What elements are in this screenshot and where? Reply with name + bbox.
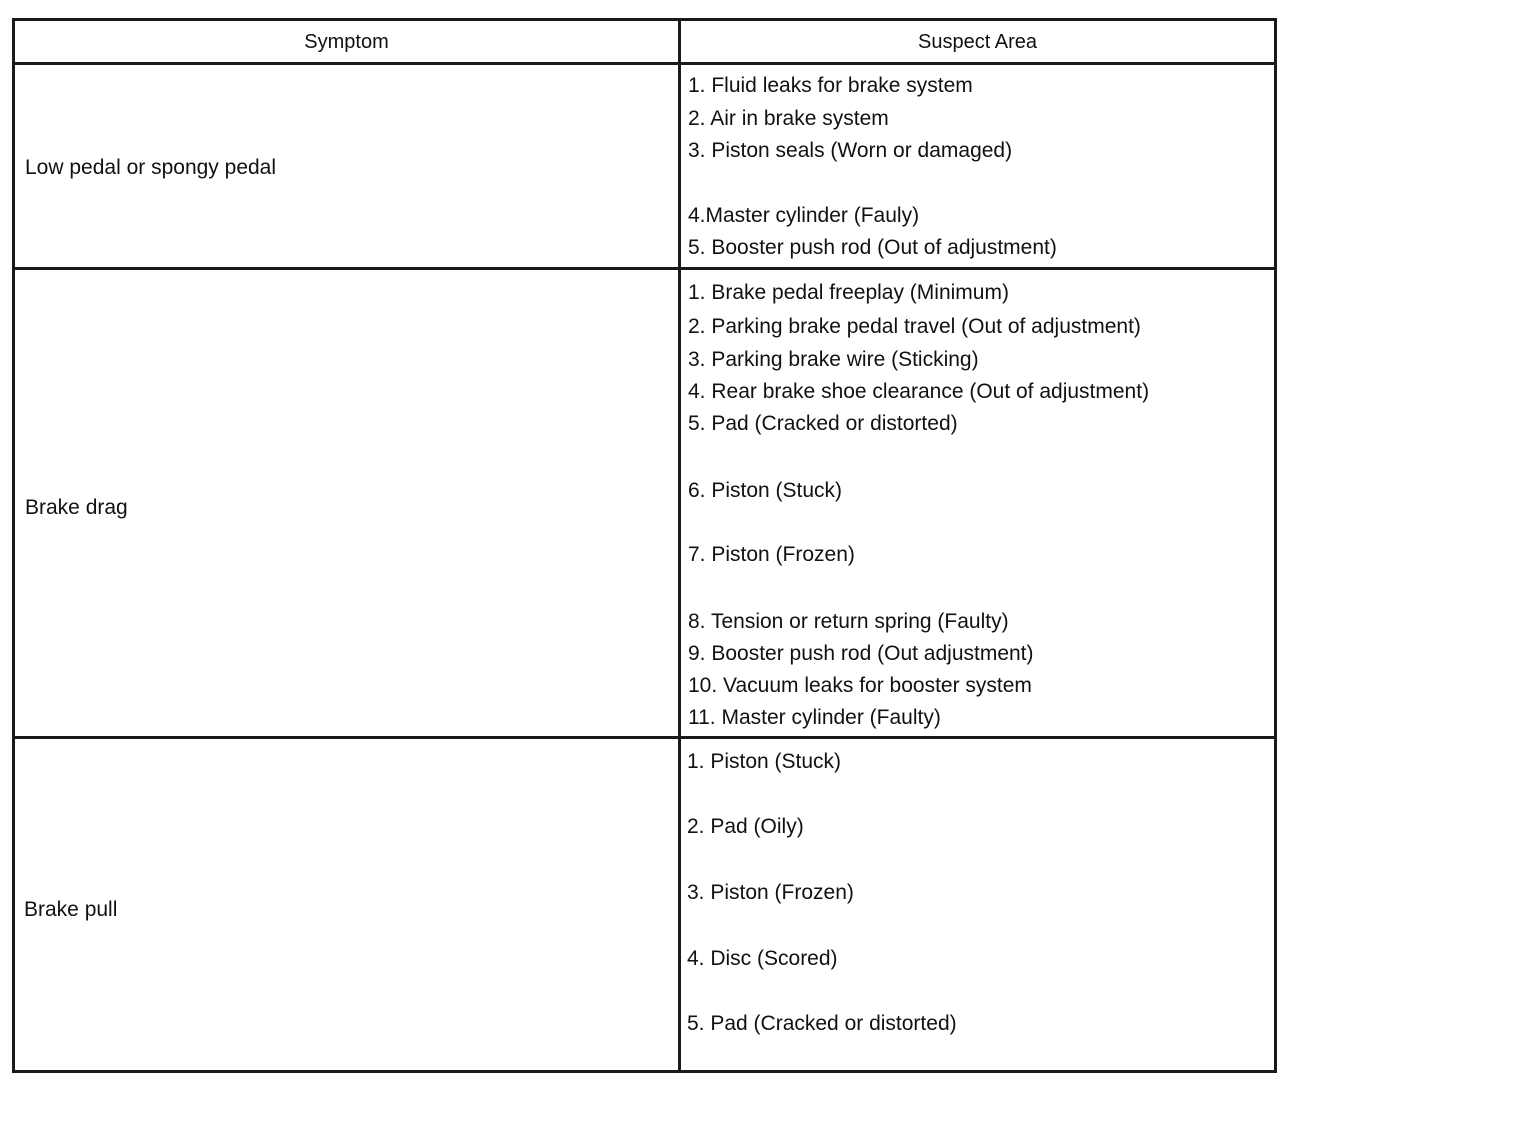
suspect-item: 8. Tension or return spring (Faulty) [688, 610, 1009, 633]
suspect-item: 1. Piston (Stuck) [687, 750, 842, 773]
suspect-item: 2. Pad (Oily) [687, 815, 804, 838]
row-divider-1 [15, 267, 1274, 270]
suspect-item: 5. Pad (Cracked or distorted) [687, 1012, 957, 1035]
column-divider [678, 21, 681, 1070]
suspect-item: 4. Rear brake shoe clearance (Out of adjustment) [688, 380, 1150, 403]
suspect-item: 4. Disc (Scored) [687, 947, 838, 970]
suspect-item: 2. Parking brake pedal travel (Out of adjustment) [688, 315, 1141, 338]
suspect-item: 1. Fluid leaks for brake system [688, 74, 973, 97]
suspect-item: 2. Air in brake system [688, 107, 889, 130]
symptom-brake-drag: Brake drag [25, 496, 128, 519]
suspect-item: 4.Master cylinder (Fauly) [688, 204, 920, 227]
suspect-item: 3. Piston seals (Worn or damaged) [688, 139, 1013, 162]
suspect-item: 9. Booster push rod (Out adjustment) [688, 642, 1034, 665]
suspect-item: 10. Vacuum leaks for booster system [688, 674, 1032, 697]
suspect-item: 5. Pad (Cracked or distorted) [688, 412, 958, 435]
suspect-item: 5. Booster push rod (Out of adjustment) [688, 236, 1057, 259]
suspect-item: 7. Piston (Frozen) [688, 543, 855, 566]
symptom-low-pedal: Low pedal or spongy pedal [25, 156, 277, 179]
row-divider-2 [15, 736, 1274, 739]
suspect-item: 3. Parking brake wire (Sticking) [688, 348, 979, 371]
suspect-item: 6. Piston (Stuck) [688, 479, 843, 502]
suspect-item: 3. Piston (Frozen) [687, 881, 854, 904]
suspect-item: 1. Brake pedal freeplay (Minimum) [688, 281, 1009, 304]
symptom-brake-pull: Brake pull [24, 898, 118, 921]
header-suspect-area: Suspect Area [918, 30, 1037, 53]
suspect-item: 11. Master cylinder (Faulty) [688, 706, 941, 729]
header-symptom: Symptom [304, 30, 389, 53]
